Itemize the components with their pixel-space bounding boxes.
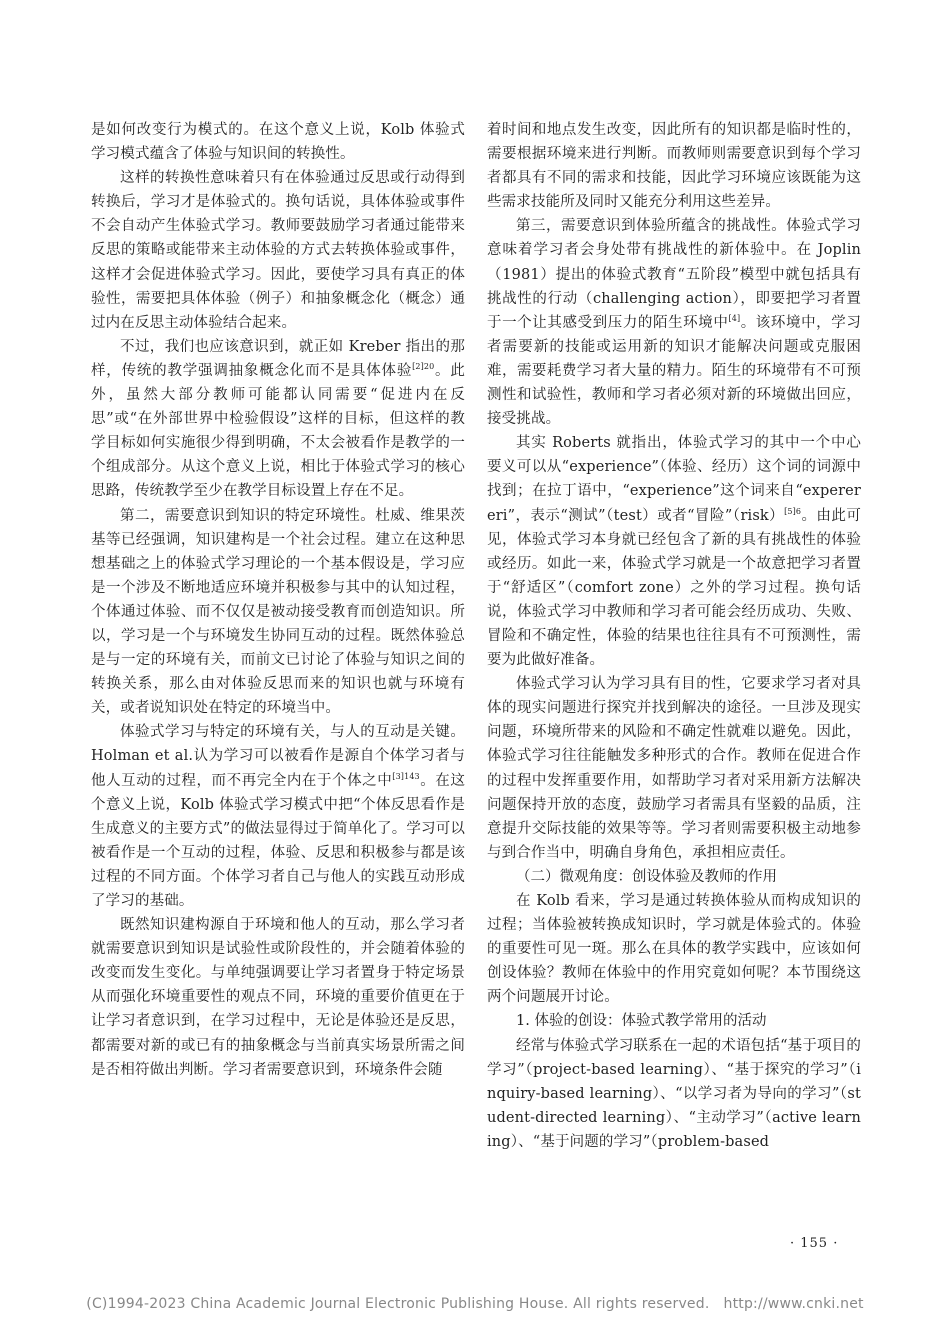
paragraph-text: 第三，需要意识到体验所蕴含的挑战性。体验式学习意味着学习者会身处带有挑战性的新体验中。在 Joplin（1981）提出的体验式教育“五阶段”模型中就包括具有挑战性的行动（challenging action），即要把学习者置于一个让其感受到压力的陌生环境中 bbox=[487, 218, 861, 331]
paragraph: 体验式学习认为学习具有目的性，它要求学习者对具体的现实问题进行探究并找到解决的途径。一旦涉及现实问题，环境所带来的风险和不确定性就难以避免。因此，体验式学习往往能触发多种形式的合作。教师在促进合作的过程中发挥重要作用，如帮助学习者对采用新方法解决问题保持开放的态度，鼓励学习者需具有坚毅的品质，注意提升交际技能的效果等等。学习者则需要积极主动地参与到合作当中，明确自身角色，承担相应责任。 bbox=[487, 676, 861, 861]
paragraph: 既然知识建构源自于环境和他人的互动，那么学习者就需要意识到知识是试验性或阶段性的，并会随着体验的改变而发生变化。与单纯强调要让学习者置身于特定场景从而强化环境重要性的观点不同，环境的重要价值更在于让学习者意识到，在学习过程中，无论是体验还是反思，都需要对新的或已有的抽象概念与当前真实场景所需之间是否相符做出判断。学习者需要意识到，环境条件会随 bbox=[91, 917, 465, 1078]
paragraph: 是如何改变行为模式的。在这个意义上说，Kolb 体验式学习模式蕴含了体验与知识间的转换性。 bbox=[91, 122, 465, 163]
section-heading: （二）微观角度：创设体验及教师的作用 bbox=[516, 868, 777, 885]
paragraph-text: 。该环境中，学习者需要新的技能或运用新的知识才能解决问题或克服困难，需要耗费学习者大量的精力。陌生的环境带有不可预测性和试验性，教师和学习者必须对新的环境做出回应，接受挑战。 bbox=[487, 314, 861, 428]
paragraph-text: 。在这个意义上说，Kolb 体验式学习模式中把“个体反思看作是生成意义的主要方式”的做法显得过于简单化了。学习可以被看作是一个互动的过程，体验、反思和积极参与都是该过程的不同方面。个体学习者自己与他人的实践互动形成了学习的基础。 bbox=[91, 772, 466, 909]
paragraph bbox=[487, 214, 861, 431]
copyright-footer bbox=[0, 1296, 950, 1312]
paragraph bbox=[91, 335, 465, 504]
paragraph-text: 体验式学习与特定的环境有关，与人的互动是关键。Holman et al.认为学习可以被看作是源自个体学习者与他人互动的过程，而不再完全内在于个体之中 bbox=[91, 724, 465, 789]
paragraph-text: 。此外，虽然大部分教师可能都认同需要“促进内在反思”或“在外部世界中检验假设”这样的目标，但这样的教学目标如何实施很少得到明确，不太会被看作是教学的一个组成部分。从这个意义上说，相比于体验式学习的核心思路，传统教学至少在教学目标设置上存在不足。 bbox=[91, 362, 465, 500]
citation: [4] bbox=[728, 313, 741, 323]
page-number: · 155 · bbox=[790, 1236, 839, 1251]
paragraph-text: 其实 Roberts 就指出，体验式学习的其中一个中心要义可以从“experience”（体验、经历）这个词的词源中找到；在拉丁语中，“experience”这个词来自“experereri”，表示“测试”（test）或者“冒险”（risk） bbox=[487, 435, 861, 524]
website-link[interactable]: http://www.cnki.net bbox=[723, 1296, 864, 1312]
subsection-heading: 1. 体验的创设：体验式教学常用的活动 bbox=[516, 1013, 767, 1030]
paragraph-text: 不过，我们也应该意识到，就正如 Kreber 指出的那样，传统的教学强调抽象概念化而不是具体体验 bbox=[91, 338, 465, 379]
paragraph-text: 。由此可见，体验式学习本身就已经包含了新的具有挑战性的体验或经历。如此一来，体验式学习就是一个故意把学习者置于“舒适区”（comfort zone）之外的学习过程。换句话说，体验式学习中教师和学习者可能会经历成功、失败、冒险和不确定性，体验的结果也往往具有不可预测性，需要为此做好准备。 bbox=[487, 507, 861, 669]
citation: [2]20 bbox=[412, 361, 435, 371]
paragraph: 在 Kolb 看来，学习是通过转换体验从而构成知识的过程；当体验被转换成知识时，学习就是体验式的。体验的重要性可见一斑。那么在具体的教学实践中，应该如何创设体验？教师在体验中的作用究竟如何呢？本节围绕这两个问题展开讨论。 bbox=[487, 893, 861, 1006]
paragraph: 第二，需要意识到知识的特定环境性。杜威、维果茨基等已经强调，知识建构是一个社会过程。建立在这种思想基础之上的体验式学习理论的一个基本假设是，学习应是一个涉及不断地适应环境并积极参与其中的认知过程，个体通过体验、而不仅仅是被动接受教育而创造知识。所以，学习是一个与环境发生协同互动的过程。既然体验总是与一定的环境有关，而前文已讨论了体验与知识之间的转换关系，那么由对体验反思而来的知识也就与环境有关，或者说知识处在特定的环境当中。 bbox=[91, 507, 465, 717]
left-column bbox=[91, 118, 465, 1082]
copyright-text: (C)1994-2023 China Academic Journal Electronic Publishing House. All rights reserved. bbox=[86, 1296, 710, 1312]
right-column bbox=[487, 118, 861, 1154]
paragraph: 着时间和地点发生改变，因此所有的知识都是临时性的，需要根据环境来进行判断。而教师则需要意识到每个学习者都具有不同的需求和技能，因此学习环境应该既能为这些需求技能所及同时又能充分利用这些差异。 bbox=[487, 122, 861, 211]
paragraph bbox=[91, 720, 465, 913]
paragraph: 经常与体验式学习联系在一起的术语包括“基于项目的学习”（project-based learning）、“基于探究的学习”（inquiry-based learning）、“以学习者为导向的学习”（student-directed learning）、“主动学习”（active learning）、“基于问题的学习”（problem-based bbox=[487, 1037, 861, 1150]
citation: [3]143 bbox=[392, 771, 420, 781]
citation: [5]6 bbox=[784, 506, 802, 516]
paragraph bbox=[487, 431, 861, 672]
paragraph: 这样的转换性意味着只有在体验通过反思或行动得到转换后，学习才是体验式的。换句话说，具体体验或事件不会自动产生体验式学习。教师要鼓励学习者通过能带来反思的策略或能带来主动体验的方式去转换体验或事件，这样才会促进体验式学习。因此，要使学习具有真正的体验性，需要把具体体验（例子）和抽象概念化（概念）通过内在反思主动体验结合起来。 bbox=[91, 170, 465, 331]
